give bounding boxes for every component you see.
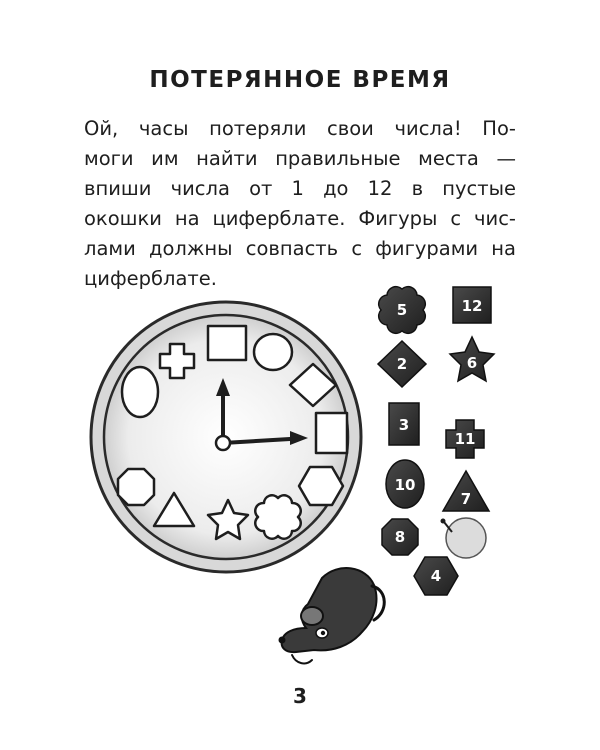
- piece-oval[interactable]: [386, 460, 424, 508]
- word: чис-: [474, 207, 516, 230]
- circle-shape: [446, 518, 486, 558]
- piece-label: 6: [466, 354, 478, 372]
- piece-label: 2: [396, 355, 408, 373]
- piece-octagon[interactable]: [382, 519, 418, 555]
- piece-triangle[interactable]: [443, 471, 489, 511]
- word: —: [496, 147, 516, 170]
- window-square[interactable]: [208, 326, 246, 360]
- word: числа: [170, 177, 230, 200]
- word: правильные: [275, 147, 401, 170]
- word: циферблате.: [212, 207, 346, 230]
- word: до: [323, 177, 349, 200]
- word: моги: [84, 147, 134, 170]
- word: от: [249, 177, 273, 200]
- word: найти: [196, 147, 258, 170]
- piece-cross[interactable]: [446, 420, 484, 458]
- word: должны: [148, 237, 233, 260]
- word: лами: [84, 237, 136, 260]
- word: Фигуры: [358, 207, 438, 230]
- word: циферблате.: [84, 267, 217, 290]
- piece-diamond[interactable]: [378, 341, 426, 387]
- piece-star[interactable]: [450, 337, 494, 381]
- word: числа!: [394, 117, 462, 140]
- piece-square[interactable]: [453, 287, 491, 323]
- word: потеряли: [209, 117, 307, 140]
- window-octagon[interactable]: [118, 469, 154, 505]
- piece-label: 3: [398, 416, 410, 434]
- word: впиши: [84, 177, 152, 200]
- window-oval[interactable]: [122, 367, 158, 417]
- piece-label: 5: [396, 301, 408, 319]
- piece-rectangle[interactable]: [389, 403, 419, 445]
- piece-label: 10: [394, 476, 416, 494]
- word: с: [450, 207, 462, 230]
- word: пустые: [442, 177, 516, 200]
- window-circle[interactable]: [254, 334, 292, 370]
- page-title: ПОТЕРЯННОЕ ВРЕМЯ: [149, 67, 451, 93]
- word: окошки: [84, 207, 162, 230]
- piece-label: 7: [460, 490, 472, 508]
- piece-flower[interactable]: [379, 287, 426, 334]
- word: свои: [327, 117, 374, 140]
- word: на: [491, 237, 516, 260]
- word: в: [411, 177, 424, 200]
- page-number: 3: [293, 684, 307, 708]
- word: фигурами: [375, 237, 479, 260]
- word: часы: [138, 117, 189, 140]
- mouse-pupil: [321, 631, 325, 635]
- mouse-ear: [301, 607, 323, 625]
- window-hexagon[interactable]: [299, 467, 343, 505]
- word: По-: [482, 117, 516, 140]
- window-flower[interactable]: [255, 495, 300, 538]
- clock-center: [216, 436, 230, 450]
- piece-label: 11: [454, 430, 476, 448]
- word: с: [351, 237, 363, 260]
- word: 12: [367, 177, 393, 200]
- piece-label: 8: [394, 528, 406, 546]
- window-rectangle[interactable]: [316, 413, 347, 453]
- piece-circle[interactable]: [441, 518, 487, 558]
- mouse-nose: [279, 637, 286, 644]
- word: на: [174, 207, 200, 230]
- hook-dot: [441, 519, 446, 524]
- word: Ой,: [84, 117, 119, 140]
- mouse-body: [282, 568, 377, 652]
- piece-hexagon[interactable]: [414, 557, 458, 595]
- word: им: [151, 147, 179, 170]
- piece-label: 4: [430, 567, 442, 585]
- mouse-illustration: [279, 568, 385, 663]
- word: 1: [291, 177, 304, 200]
- clock: [91, 302, 361, 572]
- word: места: [418, 147, 479, 170]
- word: совпасть: [245, 237, 339, 260]
- piece-label: 12: [461, 297, 483, 315]
- mouse-paw: [292, 655, 312, 663]
- number-pieces: [378, 287, 494, 595]
